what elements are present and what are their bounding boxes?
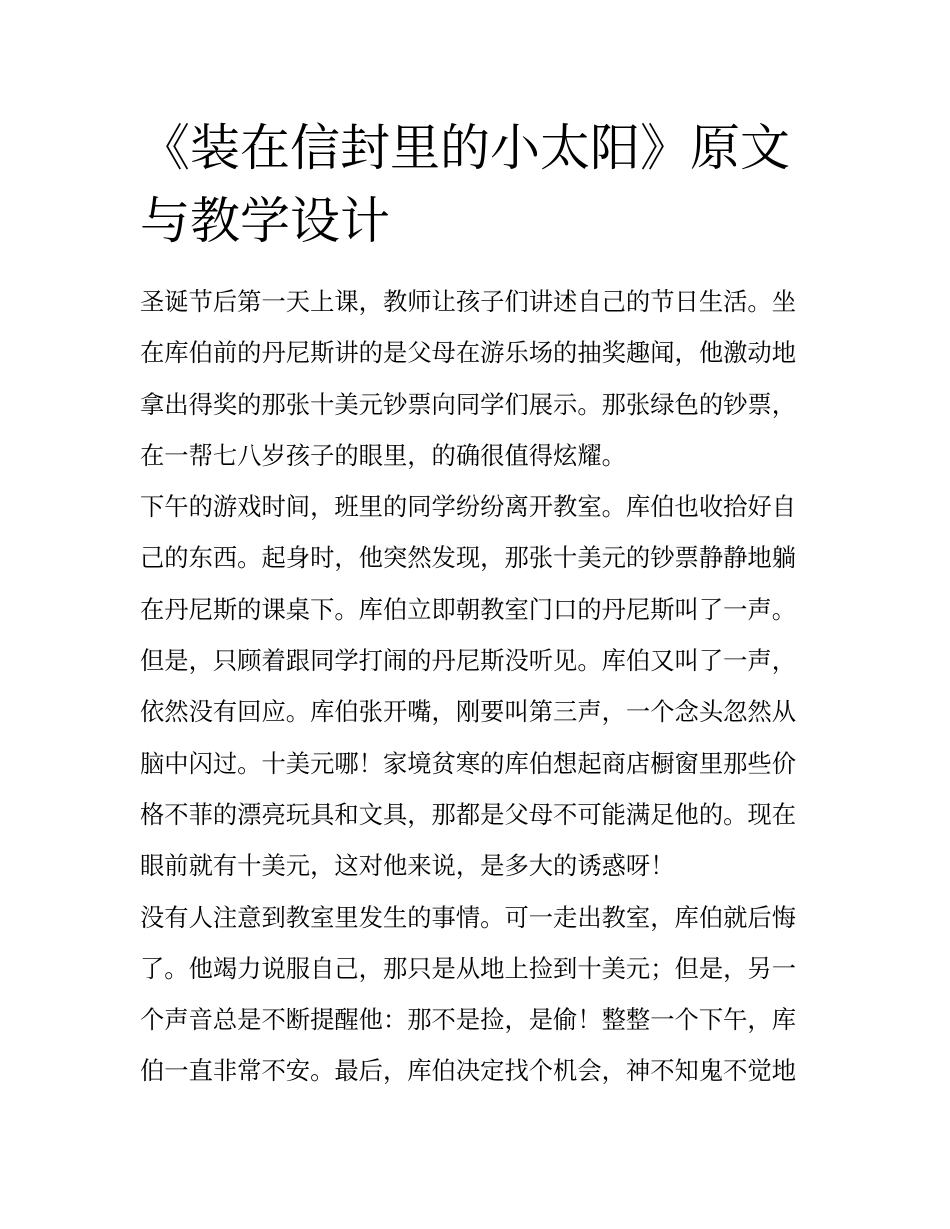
body-line: 拿出得奖的那张十美元钞票向同学们展示。那张绿色的钞票，	[140, 389, 797, 419]
document-title	[140, 112, 820, 258]
body-line: 但是，只顾着跟同学打闹的丹尼斯没听见。库伯又叫了一声，	[140, 646, 797, 676]
body-line: 在丹尼斯的课桌下。库伯立即朝教室门口的丹尼斯叫了一声。	[140, 594, 797, 624]
title-line: 与教学设计	[140, 192, 390, 250]
body-line: 依然没有回应。库伯张开嘴，刚要叫第三声，一个念头忽然从	[140, 697, 797, 727]
body-line: 在库伯前的丹尼斯讲的是父母在游乐场的抽奖趣闻，他激动地	[140, 338, 797, 368]
body-line: 伯一直非常不安。最后，库伯决定找个机会，神不知鬼不觉地	[140, 1056, 797, 1086]
body-line: 圣诞节后第一天上课，教师让孩子们讲述自己的节日生活。坐	[140, 287, 797, 316]
title-line: 《装在信封里的小太阳》原文	[140, 119, 790, 177]
body-line: 下午的游戏时间，班里的同学纷纷离开教室。库伯也收拾好自	[140, 492, 797, 522]
body-line: 了。他竭力说服自己，那只是从地上捡到十美元；但是，另一	[140, 953, 797, 983]
body-line: 在一帮七八岁孩子的眼里，的确很值得炫耀。	[140, 440, 626, 470]
body-line: 没有人注意到教室里发生的事情。可一走出教室，库伯就后悔	[140, 902, 797, 932]
body-line: 眼前就有十美元，这对他来说，是多大的诱惑呀！	[140, 851, 675, 881]
body-text	[140, 276, 820, 1097]
body-line: 脑中闪过。十美元哪！家境贫寒的库伯想起商店橱窗里那些价	[140, 748, 797, 778]
body-line: 己的东西。起身时，他突然发现，那张十美元的钞票静静地躺	[140, 543, 797, 573]
body-line: 个声音总是不断提醒他：那不是捡，是偷！整整一个下午，库	[140, 1005, 797, 1035]
body-line: 格不菲的漂亮玩具和文具，那都是父母不可能满足他的。现在	[140, 799, 797, 829]
